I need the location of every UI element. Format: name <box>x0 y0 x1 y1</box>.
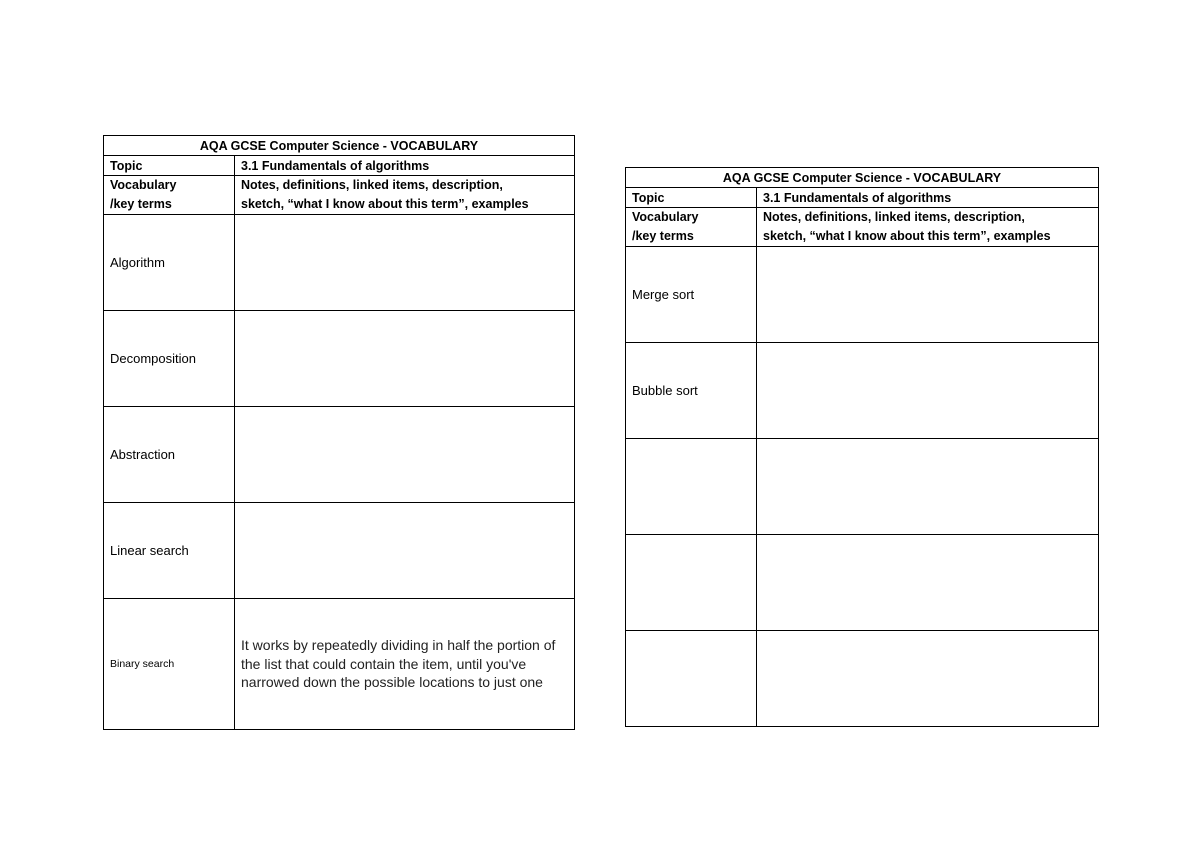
term-cell: Abstraction <box>104 407 235 503</box>
term-row <box>104 503 575 599</box>
notes-cell[interactable] <box>235 215 575 311</box>
column-header-row <box>626 208 1099 247</box>
notes-header-line1: Notes, definitions, linked items, description, <box>241 178 503 192</box>
notes-cell[interactable] <box>757 631 1099 727</box>
term-row <box>626 439 1099 535</box>
vocabulary-header-line2: /key terms <box>110 197 172 211</box>
title-row <box>626 168 1099 188</box>
term-cell: Linear search <box>104 503 235 599</box>
topic-row <box>104 156 575 176</box>
term-row <box>626 247 1099 343</box>
term-cell: Merge sort <box>626 247 757 343</box>
term-row <box>626 343 1099 439</box>
term-cell[interactable] <box>626 631 757 727</box>
topic-row <box>626 188 1099 208</box>
vocabulary-sheet-right <box>625 167 1099 727</box>
notes-header-line1: Notes, definitions, linked items, description, <box>763 210 1025 224</box>
term-cell[interactable] <box>626 439 757 535</box>
term-row <box>104 407 575 503</box>
notes-cell[interactable]: It works by repeatedly dividing in half the portion of the list that could contain the item, until you've narrowed down the possible locations to just one <box>235 599 575 730</box>
term-row <box>104 599 575 730</box>
term-cell: Binary search <box>104 599 235 730</box>
notes-header-line2: sketch, “what I know about this term”, examples <box>763 229 1051 243</box>
notes-cell[interactable] <box>235 407 575 503</box>
sheet-title: AQA GCSE Computer Science - VOCABULARY <box>104 136 575 156</box>
notes-header <box>757 208 1099 247</box>
term-row <box>104 215 575 311</box>
notes-cell[interactable] <box>757 343 1099 439</box>
term-cell[interactable] <box>626 535 757 631</box>
vocabulary-header-line1: Vocabulary <box>632 210 699 224</box>
term-row <box>626 631 1099 727</box>
vocabulary-header-line2: /key terms <box>632 229 694 243</box>
topic-value: 3.1 Fundamentals of algorithms <box>757 188 1099 208</box>
vocabulary-header <box>626 208 757 247</box>
title-row <box>104 136 575 156</box>
vocabulary-sheet-left <box>103 135 575 730</box>
topic-label: Topic <box>104 156 235 176</box>
column-header-row <box>104 176 575 215</box>
term-cell: Algorithm <box>104 215 235 311</box>
topic-value: 3.1 Fundamentals of algorithms <box>235 156 575 176</box>
notes-header <box>235 176 575 215</box>
term-cell: Decomposition <box>104 311 235 407</box>
vocabulary-header-line1: Vocabulary <box>110 178 177 192</box>
sheet-title: AQA GCSE Computer Science - VOCABULARY <box>626 168 1099 188</box>
topic-label: Topic <box>626 188 757 208</box>
term-row <box>104 311 575 407</box>
notes-cell[interactable] <box>235 503 575 599</box>
notes-cell[interactable] <box>757 535 1099 631</box>
notes-cell[interactable] <box>235 311 575 407</box>
notes-cell[interactable] <box>757 247 1099 343</box>
notes-cell[interactable] <box>757 439 1099 535</box>
vocabulary-header <box>104 176 235 215</box>
term-cell: Bubble sort <box>626 343 757 439</box>
notes-header-line2: sketch, “what I know about this term”, examples <box>241 197 529 211</box>
term-row <box>626 535 1099 631</box>
